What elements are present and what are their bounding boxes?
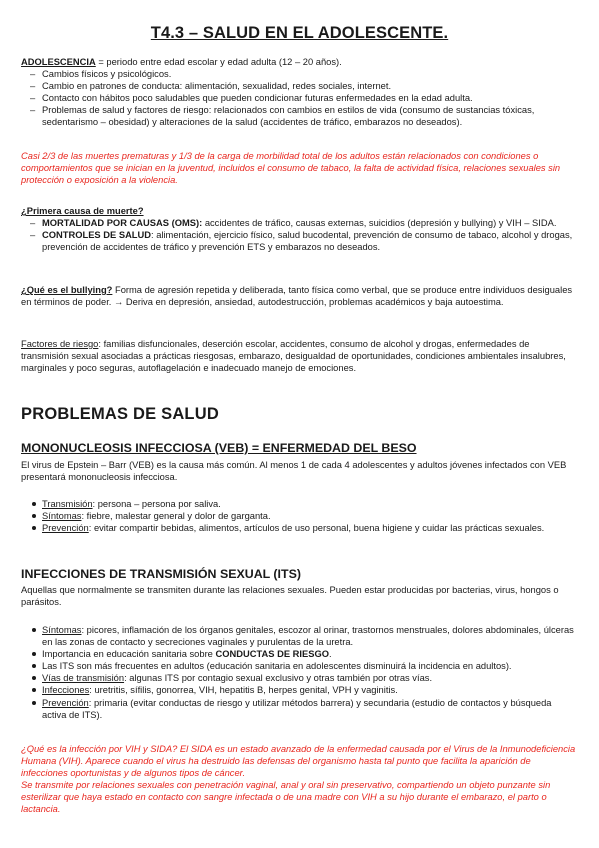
note-vih-definition: ¿Qué es la infección por VIH y SIDA? El SIDA es un estado avanzado de la enfermedad causada por el Virus de la Inmunodeficiencia Humana (VIH). Aparece cuando el virus ha destruido las defensas del organismo hasta tal punto que facilita la aparición de infecciones oportunistas y de algunos tipos de cáncer. — [21, 744, 576, 779]
factores-text: : familias disfuncionales, deserción escolar, accidentes, consumo de alcohol y drogas, enfermedades de transmisión sexual asociadas a prácticas riesgosas, embarazo, desigualdad de oportunidades, condiciones ambientales insalubres, marginales y poco seguras, autoflagelación e inadecuado manejo de emociones. — [21, 339, 566, 374]
item-label: MORTALIDAD POR CAUSAS (OMS): — [42, 218, 203, 229]
list-item: – Contacto con hábitos poco saludables que pueden condicionar futuras enfermedades en la edad adulta. — [21, 92, 576, 104]
bullying-paragraph — [21, 284, 576, 308]
its-list — [21, 624, 576, 721]
list-item — [21, 648, 576, 660]
item-label: Prevención — [42, 697, 89, 708]
list-item — [21, 217, 576, 229]
adolescencia-list — [21, 68, 576, 128]
item-text: : picores, inflamación de los órganos genitales, escozor al orinar, trastornos menstruales, dolores abdominales, úlceras en las zonas de contacto y secreciones vaginales y purulentas de la uretra. — [42, 625, 574, 648]
list-item — [21, 229, 576, 253]
item-label: Infecciones — [42, 685, 90, 696]
item-text: : evitar compartir bebidas, alimentos, artículos de uso personal, buena higiene y cuidar las prácticas sexuales. — [88, 523, 545, 534]
list-item — [21, 684, 576, 696]
item-text: Importancia en educación sanitaria sobre — [42, 649, 216, 660]
adolescencia-section — [21, 56, 576, 129]
list-item: – Cambios físicos y psicológicos. — [21, 68, 576, 80]
adolescencia-def-text: = periodo entre edad escolar y edad adulta (12 – 20 años). — [95, 57, 342, 67]
list-item — [21, 672, 576, 684]
item-text: : primaria (evitar conductas de riesgo y utilizar métodos barrera) y secundaria (estudio de contactos y búsqueda activa de ITS). — [42, 697, 552, 720]
item-text: : fiebre, malestar general y dolor de garganta. — [81, 511, 271, 522]
item-text: : algunas ITS por contagio sexual exclusivo y otras también por otras vías. — [124, 673, 433, 684]
mono-intro: El virus de Epstein – Barr (VEB) es la causa más común. Al menos 1 de cada 4 adolescentes y adultos jóvenes infectados con VEB presentará mononucleosis infecciosa. — [21, 460, 567, 483]
item-label: CONTROLES DE SALUD — [42, 230, 152, 241]
mono-heading: MONONUCLEOSIS INFECCIOSA (VEB) = ENFERMEDAD DEL BESO — [21, 441, 417, 455]
list-item — [21, 522, 576, 534]
item-text-end: . — [329, 649, 332, 660]
primera-causa-section — [21, 205, 576, 253]
factores-paragraph — [21, 338, 576, 374]
bullying-question: ¿Qué es el bullying? — [21, 285, 113, 295]
primera-causa-list — [21, 217, 576, 253]
list-item — [21, 498, 576, 510]
note-premature-deaths: Casi 2/3 de las muertes prematuras y 1/3 de la carga de morbilidad total de los adultos están relacionados con condiciones o comportamientos que se inician en la juventud, incluidos el consumo de tabaco, la falta de actividad física, relaciones sexuales sin protección o exposición a la violencia. — [21, 151, 561, 186]
list-item: – Problemas de salud y factores de riesgo: relacionados con cambios en estilos de vida (consumo de sustancias tóxicas, sedentarismo – obesidad) y alteraciones de la salud (accidentes de tráfico, embarazos no deseados). — [21, 104, 576, 128]
item-label: Transmisión — [42, 499, 93, 509]
item-text: accidentes de tráfico, causas externas, suicidios (depresión y bullying) y VIH – SIDA. — [202, 218, 557, 229]
its-intro: Aquellas que normalmente se transmiten durante las relaciones sexuales. Pueden estar producidas por bacterias, virus, hongos o parásitos. — [21, 585, 559, 608]
adolescencia-definition — [21, 56, 576, 68]
problemas-heading: PROBLEMAS DE SALUD — [21, 405, 219, 423]
item-label: Síntomas — [42, 511, 82, 522]
item-text: : uretritis, sífilis, gonorrea, VIH, hepatitis B, herpes genital, VPH y vaginitis. — [89, 685, 398, 696]
mono-list — [21, 498, 576, 534]
bullying-text: Forma de agresión repetida y deliberada, tanto física como verbal, que se produce entre individuos desiguales en términos de poder. → Deriva en depresión, ansiedad, autodestrucción, problemas académicos y baja autoestima. — [21, 285, 573, 308]
list-item — [21, 697, 576, 721]
item-bold: CONDUCTAS DE RIESGO — [215, 649, 330, 660]
list-item — [21, 624, 576, 648]
adolescencia-term: ADOLESCENCIA — [21, 57, 96, 67]
note-vih-sida — [21, 743, 576, 816]
item-label: Vías de transmisión — [42, 673, 125, 684]
note-vih-transmission: Se transmite por relaciones sexuales con penetración vaginal, anal y oral sin preservativo, compartiendo un objeto punzante sin esterilizar que haya estado en contacto con sangre infectada o de una madre con VIH a su hijo durante el embarazo, el parto o lactancia. — [21, 780, 551, 815]
page-title: T4.3 – SALUD EN EL ADOLESCENTE. — [150, 24, 449, 42]
item-label: Síntomas — [42, 625, 82, 635]
list-item: Las ITS son más frecuentes en adultos (educación sanitaria en adolescentes disminuirá la incidencia en adultos). — [21, 660, 576, 672]
its-heading: INFECCIONES DE TRANSMISIÓN SEXUAL (ITS) — [21, 567, 301, 581]
primera-causa-question: ¿Primera causa de muerte? — [21, 206, 144, 216]
item-text: : alimentación, ejercicio físico, salud bucodental, prevención de consumo de tabaco, alcohol y drogas, prevención de accidentes de tráfico y prevención ETS y embarazos no deseados. — [42, 230, 573, 253]
item-text: : persona – persona por saliva. — [92, 499, 221, 509]
factores-label: Factores de riesgo — [21, 339, 99, 349]
item-label: Prevención — [42, 523, 89, 534]
list-item: – Cambio en patrones de conducta: alimentación, sexualidad, redes sociales, internet. — [21, 80, 576, 92]
list-item — [21, 510, 576, 522]
